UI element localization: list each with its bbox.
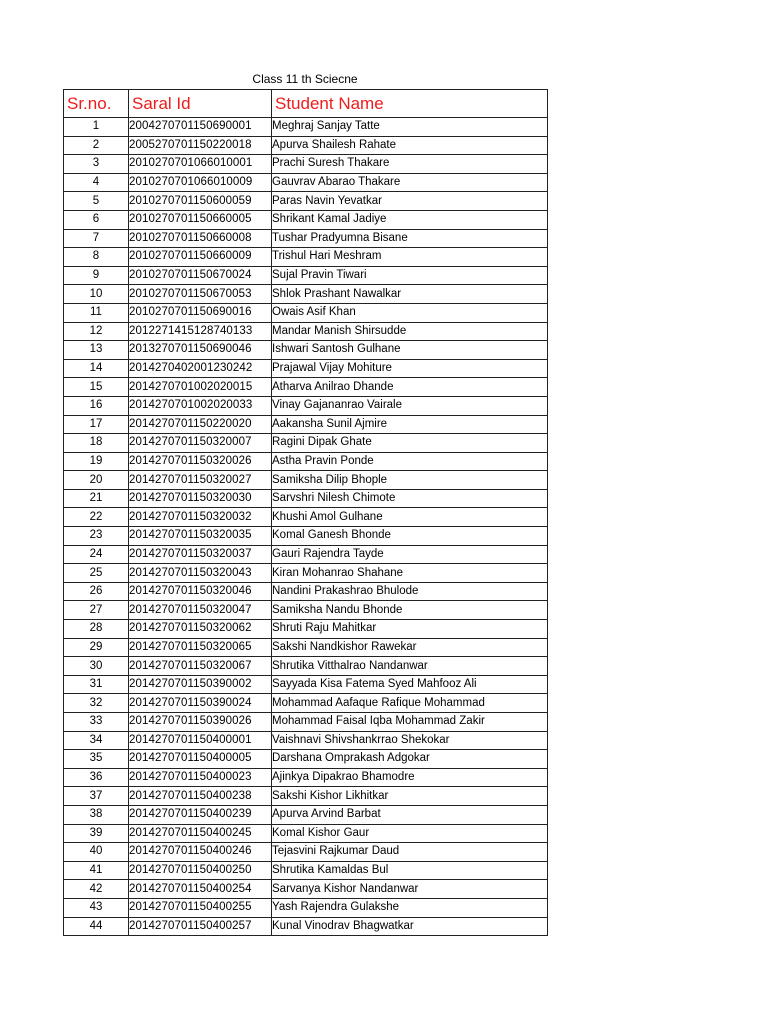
student-name-cell: Vaishnavi Shivshankrrao Shekokar: [272, 731, 548, 750]
table-row: [64, 620, 548, 639]
table-row: [64, 824, 548, 843]
table-row: [64, 248, 548, 267]
student-name-cell: Tushar Pradyumna Bisane: [272, 229, 548, 248]
student-name-cell: Trishul Hari Meshram: [272, 248, 548, 267]
sr-no-cell: 38: [64, 805, 129, 824]
saral-id-cell: 2014270701150390026: [129, 713, 272, 732]
saral-id-cell: 2014270701150320007: [129, 434, 272, 453]
sr-no-cell: 16: [64, 396, 129, 415]
table-row: [64, 489, 548, 508]
student-name-cell: Komal Ganesh Bhonde: [272, 527, 548, 546]
sr-no-cell: 35: [64, 750, 129, 769]
student-name-cell: Mandar Manish Shirsudde: [272, 322, 548, 341]
sheet-title: Class 11 th Sciecne: [252, 72, 358, 86]
student-name-cell: Prachi Suresh Thakare: [272, 155, 548, 174]
sr-no-cell: 33: [64, 713, 129, 732]
table-row: [64, 471, 548, 490]
saral-id-cell: 2010270701150670053: [129, 285, 272, 304]
saral-id-cell: 2014270701150320026: [129, 452, 272, 471]
table-row: [64, 155, 548, 174]
table-row: [64, 582, 548, 601]
sr-no-cell: 25: [64, 564, 129, 583]
sr-no-cell: 19: [64, 452, 129, 471]
table-row: [64, 861, 548, 880]
table-row: [64, 750, 548, 769]
table-row: [64, 378, 548, 397]
header-sr-no: Sr.no.: [64, 90, 129, 118]
student-name-cell: Shrutika Vitthalrao Nandanwar: [272, 657, 548, 676]
sr-no-cell: 22: [64, 508, 129, 527]
student-name-cell: Komal Kishor Gaur: [272, 824, 548, 843]
sr-no-cell: 11: [64, 303, 129, 322]
student-name-cell: Sarvshri Nilesh Chimote: [272, 489, 548, 508]
table-row: [64, 341, 548, 360]
student-name-cell: Paras Navin Yevatkar: [272, 192, 548, 211]
student-name-cell: Shrutika Kamaldas Bul: [272, 861, 548, 880]
sr-no-cell: 7: [64, 229, 129, 248]
student-name-cell: Owais Asif Khan: [272, 303, 548, 322]
saral-id-cell: 2014270402001230242: [129, 359, 272, 378]
student-name-cell: Samiksha Nandu Bhonde: [272, 601, 548, 620]
table-row: [64, 675, 548, 694]
saral-id-cell: 2010270701150660009: [129, 248, 272, 267]
sr-no-cell: 12: [64, 322, 129, 341]
saral-id-cell: 2014270701150320037: [129, 545, 272, 564]
student-name-cell: Yash Rajendra Gulakshe: [272, 898, 548, 917]
header-row: [64, 90, 548, 118]
saral-id-cell: 2014270701002020033: [129, 396, 272, 415]
saral-id-cell: 2010270701066010009: [129, 173, 272, 192]
sr-no-cell: 37: [64, 787, 129, 806]
sr-no-cell: 41: [64, 861, 129, 880]
student-name-cell: Shruti Raju Mahitkar: [272, 620, 548, 639]
sr-no-cell: 24: [64, 545, 129, 564]
student-name-cell: Mohammad Faisal Iqba Mohammad Zakir: [272, 713, 548, 732]
table-row: [64, 434, 548, 453]
student-name-cell: Mohammad Aafaque Rafique Mohammad: [272, 694, 548, 713]
student-name-cell: Sarvanya Kishor Nandanwar: [272, 880, 548, 899]
table-row: [64, 880, 548, 899]
sr-no-cell: 27: [64, 601, 129, 620]
student-name-cell: Gauri Rajendra Tayde: [272, 545, 548, 564]
table-row: [64, 657, 548, 676]
saral-id-cell: 2010270701150600059: [129, 192, 272, 211]
saral-id-cell: 2014270701150320065: [129, 638, 272, 657]
sr-no-cell: 14: [64, 359, 129, 378]
saral-id-cell: 2014270701150320027: [129, 471, 272, 490]
saral-id-cell: 2014270701150400238: [129, 787, 272, 806]
sr-no-cell: 20: [64, 471, 129, 490]
saral-id-cell: 2014270701150320067: [129, 657, 272, 676]
table-row: [64, 805, 548, 824]
sr-no-cell: 13: [64, 341, 129, 360]
table-row: [64, 638, 548, 657]
saral-id-cell: 2014270701150320032: [129, 508, 272, 527]
table-row: [64, 266, 548, 285]
student-name-cell: Shlok Prashant Nawalkar: [272, 285, 548, 304]
student-name-cell: Ragini Dipak Ghate: [272, 434, 548, 453]
sr-no-cell: 21: [64, 489, 129, 508]
saral-id-cell: 2014270701150320035: [129, 527, 272, 546]
sr-no-cell: 8: [64, 248, 129, 267]
table-row: [64, 210, 548, 229]
saral-id-cell: 2014270701150400239: [129, 805, 272, 824]
table-row: [64, 136, 548, 155]
table-row: [64, 192, 548, 211]
student-name-cell: Ishwari Santosh Gulhane: [272, 341, 548, 360]
saral-id-cell: 2014270701150320047: [129, 601, 272, 620]
saral-id-cell: 2014270701150390002: [129, 675, 272, 694]
table-row: [64, 415, 548, 434]
saral-id-cell: 2010270701150690016: [129, 303, 272, 322]
table-row: [64, 229, 548, 248]
sr-no-cell: 28: [64, 620, 129, 639]
student-name-cell: Khushi Amol Gulhane: [272, 508, 548, 527]
table-row: [64, 322, 548, 341]
sr-no-cell: 1: [64, 118, 129, 137]
table-row: [64, 564, 548, 583]
table-row: [64, 452, 548, 471]
sr-no-cell: 30: [64, 657, 129, 676]
table-row: [64, 303, 548, 322]
student-name-cell: Nandini Prakashrao Bhulode: [272, 582, 548, 601]
saral-id-cell: 2014270701150400005: [129, 750, 272, 769]
sr-no-cell: 32: [64, 694, 129, 713]
saral-id-cell: 2012271415128740133: [129, 322, 272, 341]
sr-no-cell: 17: [64, 415, 129, 434]
student-name-cell: Sayyada Kisa Fatema Syed Mahfooz Ali: [272, 675, 548, 694]
student-name-cell: Atharva Anilrao Dhande: [272, 378, 548, 397]
sr-no-cell: 39: [64, 824, 129, 843]
table-row: [64, 917, 548, 936]
saral-id-cell: 2014270701150320062: [129, 620, 272, 639]
student-name-cell: Samiksha Dilip Bhople: [272, 471, 548, 490]
sr-no-cell: 43: [64, 898, 129, 917]
sr-no-cell: 5: [64, 192, 129, 211]
student-name-cell: Apurva Arvind Barbat: [272, 805, 548, 824]
table-row: [64, 173, 548, 192]
saral-id-cell: 2014270701150400254: [129, 880, 272, 899]
saral-id-cell: 2014270701150400250: [129, 861, 272, 880]
table-row: [64, 396, 548, 415]
sr-no-cell: 9: [64, 266, 129, 285]
student-name-cell: Gauvrav Abarao Thakare: [272, 173, 548, 192]
sr-no-cell: 26: [64, 582, 129, 601]
sr-no-cell: 34: [64, 731, 129, 750]
table-row: [64, 601, 548, 620]
student-name-cell: Sujal Pravin Tiwari: [272, 266, 548, 285]
table-row: [64, 787, 548, 806]
student-name-cell: Shrikant Kamal Jadiye: [272, 210, 548, 229]
header-saral-id: Saral Id: [129, 90, 272, 118]
sr-no-cell: 36: [64, 768, 129, 787]
table-row: [64, 843, 548, 862]
saral-id-cell: 2010270701150660005: [129, 210, 272, 229]
table-body: [64, 118, 548, 936]
sr-no-cell: 18: [64, 434, 129, 453]
student-name-cell: Aakansha Sunil Ajmire: [272, 415, 548, 434]
saral-id-cell: 2004270701150690001: [129, 118, 272, 137]
saral-id-cell: 2014270701150400246: [129, 843, 272, 862]
saral-id-cell: 2014270701150400023: [129, 768, 272, 787]
saral-id-cell: 2014270701150400257: [129, 917, 272, 936]
saral-id-cell: 2014270701150320046: [129, 582, 272, 601]
student-name-cell: Vinay Gajananrao Vairale: [272, 396, 548, 415]
sr-no-cell: 23: [64, 527, 129, 546]
saral-id-cell: 2013270701150690046: [129, 341, 272, 360]
student-name-cell: Sakshi Kishor Likhitkar: [272, 787, 548, 806]
saral-id-cell: 2005270701150220018: [129, 136, 272, 155]
student-name-cell: Ajinkya Dipakrao Bhamodre: [272, 768, 548, 787]
student-name-cell: Astha Pravin Ponde: [272, 452, 548, 471]
sr-no-cell: 42: [64, 880, 129, 899]
student-name-cell: Meghraj Sanjay Tatte: [272, 118, 548, 137]
table-row: [64, 527, 548, 546]
saral-id-cell: 2010270701150660008: [129, 229, 272, 248]
sr-no-cell: 4: [64, 173, 129, 192]
table-row: [64, 545, 548, 564]
saral-id-cell: 2014270701150400255: [129, 898, 272, 917]
sr-no-cell: 29: [64, 638, 129, 657]
student-name-cell: Darshana Omprakash Adgokar: [272, 750, 548, 769]
table-row: [64, 768, 548, 787]
sr-no-cell: 31: [64, 675, 129, 694]
table-row: [64, 508, 548, 527]
sr-no-cell: 2: [64, 136, 129, 155]
student-name-cell: Tejasvini Rajkumar Daud: [272, 843, 548, 862]
student-name-cell: Kiran Mohanrao Shahane: [272, 564, 548, 583]
sr-no-cell: 40: [64, 843, 129, 862]
table-row: [64, 359, 548, 378]
saral-id-cell: 2010270701150670024: [129, 266, 272, 285]
sr-no-cell: 6: [64, 210, 129, 229]
saral-id-cell: 2014270701150220020: [129, 415, 272, 434]
student-table: [63, 89, 548, 936]
header-student-name: Student Name: [272, 90, 548, 118]
sr-no-cell: 10: [64, 285, 129, 304]
saral-id-cell: 2014270701150320043: [129, 564, 272, 583]
table-row: [64, 898, 548, 917]
saral-id-cell: 2014270701150400245: [129, 824, 272, 843]
saral-id-cell: 2014270701150400001: [129, 731, 272, 750]
student-name-cell: Apurva Shailesh Rahate: [272, 136, 548, 155]
saral-id-cell: 2014270701150320030: [129, 489, 272, 508]
sr-no-cell: 3: [64, 155, 129, 174]
sr-no-cell: 44: [64, 917, 129, 936]
student-name-cell: Prajawal Vijay Mohiture: [272, 359, 548, 378]
table-row: [64, 694, 548, 713]
table-row: [64, 713, 548, 732]
saral-id-cell: 2010270701066010001: [129, 155, 272, 174]
saral-id-cell: 2014270701002020015: [129, 378, 272, 397]
student-name-cell: Kunal Vinodrav Bhagwatkar: [272, 917, 548, 936]
table-row: [64, 731, 548, 750]
student-name-cell: Sakshi Nandkishor Rawekar: [272, 638, 548, 657]
table-row: [64, 118, 548, 137]
table-row: [64, 285, 548, 304]
sr-no-cell: 15: [64, 378, 129, 397]
saral-id-cell: 2014270701150390024: [129, 694, 272, 713]
